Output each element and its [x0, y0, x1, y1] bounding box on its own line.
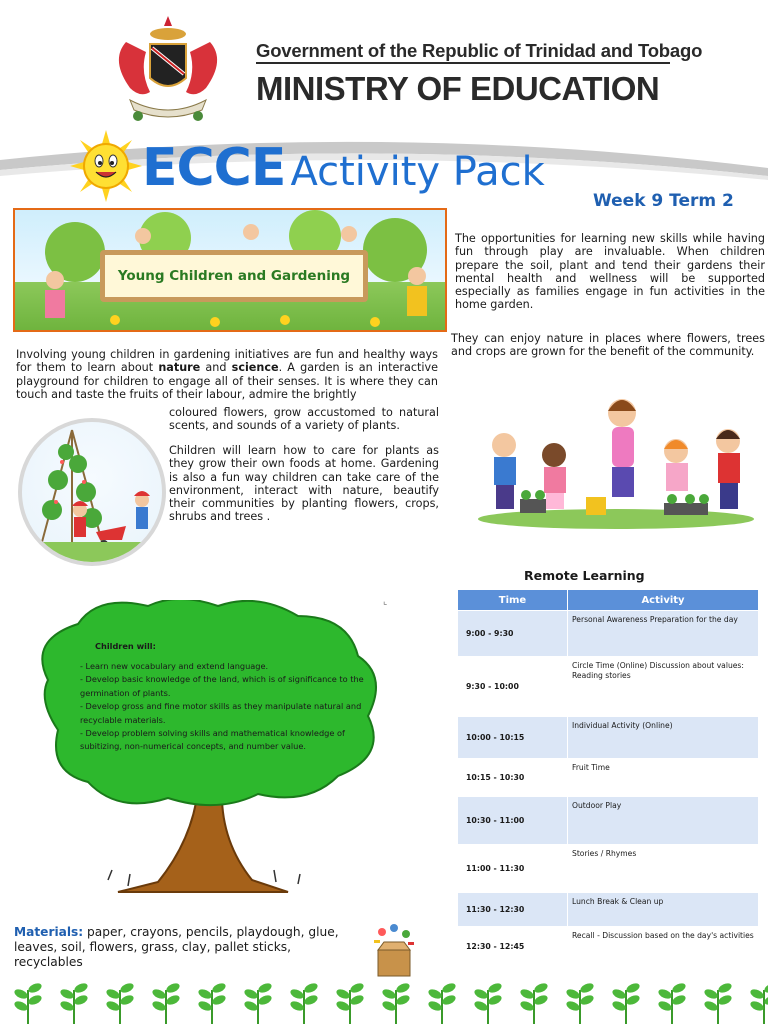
- title-activity-pack: Activity Pack: [290, 149, 545, 195]
- gardening-paragraph-1: [16, 348, 438, 401]
- schedule-time: 10:30 - 11:00: [458, 797, 568, 845]
- table-row: [458, 657, 759, 717]
- materials-list: [14, 925, 346, 970]
- paragraph-text: Involving young children in gardening initiatives are fun and healthy ways for them to learn about: [16, 348, 438, 375]
- seedling-icon: [243, 981, 273, 1024]
- learning-outcomes-list: [80, 660, 382, 754]
- activity-text: Outdoor Play: [572, 801, 622, 810]
- banner-title: Young Children and Gardening: [117, 268, 351, 284]
- activity-text: Recall - Discussion based on the day's activities: [572, 931, 754, 940]
- table-row: [458, 845, 759, 893]
- schedule-time: 9:30 - 10:00: [458, 657, 568, 717]
- table-row: [458, 611, 759, 657]
- learning-outcome-item: - Develop gross and fine motor skills as they manipulate natural and recyclable materials.: [80, 701, 362, 725]
- activity-text: Stories / Rhymes: [572, 849, 637, 858]
- materials-box-icon: [368, 922, 420, 980]
- banner-sign: [100, 250, 368, 302]
- garden-illustration: [18, 418, 166, 566]
- table-row: [458, 759, 759, 797]
- seedling-icon: [105, 981, 135, 1024]
- seedling-icon: [335, 981, 365, 1024]
- activity-text: Individual Activity (Online): [572, 721, 673, 730]
- paragraph-text: . A garden is an interactive playground for children to engage all of their senses. It is where they can touch and taste the fruits of their labour, admire the brightly: [16, 361, 438, 401]
- column-header-activity: Activity: [568, 590, 759, 611]
- table-row: [458, 717, 759, 759]
- seedling-icon: [151, 981, 181, 1024]
- schedule-activity: [568, 927, 759, 967]
- coat-of-arms-icon: [104, 12, 232, 128]
- heading-divider: [256, 62, 670, 64]
- science-keyword: science: [231, 361, 279, 375]
- learning-outcome-item: - Learn new vocabulary and extend language.: [80, 661, 269, 671]
- activity-text: Circle Time (Online) Discussion about values: Reading stories: [572, 661, 744, 680]
- schedule-time: 10:15 - 10:30: [458, 759, 568, 797]
- materials-text: paper, crayons, pencils, playdough, glue, leaves, soil, flowers, grass, clay, pallet sticks, recyclables: [14, 925, 339, 969]
- nature-keyword: nature: [158, 361, 201, 375]
- children-gardening-illustration: [476, 393, 756, 533]
- schedule-activity: [568, 845, 759, 893]
- government-heading: Government of the Republic of Trinidad and Tobago: [256, 40, 703, 61]
- seedling-border: [0, 980, 768, 1024]
- materials-label: Materials:: [14, 925, 84, 939]
- intro-paragraph-2: They can enjoy nature in places where flowers, trees and crops are grown for the benefit of the community.: [451, 332, 765, 359]
- title-ecce: ECCE: [142, 138, 286, 198]
- seedling-icon: [565, 981, 595, 1024]
- table-row: [458, 797, 759, 845]
- seedling-icon: [473, 981, 503, 1024]
- activity-text: Personal Awareness Preparation for the day: [572, 615, 738, 624]
- smiling-sun-icon: [70, 130, 142, 202]
- remote-learning-schedule: [457, 589, 759, 967]
- seedling-icon: [657, 981, 687, 1024]
- ministry-heading: MINISTRY OF EDUCATION: [256, 70, 660, 107]
- schedule-time: 12:30 - 12:45: [458, 927, 568, 967]
- week-term-label: Week 9 Term 2: [593, 191, 734, 211]
- seedling-icon: [381, 981, 411, 1024]
- gardening-paragraph-3: Children will learn how to care for plants as they grow their own foods at home. Gardening is also a fun way children can take care of the environment, interact with nature, beautify their communities by planting flowers, crops, shrubs and trees .: [169, 444, 439, 524]
- table-row: [458, 927, 759, 967]
- schedule-activity: [568, 657, 759, 717]
- seedling-icon: [749, 981, 768, 1024]
- seedling-icon: [519, 981, 549, 1024]
- schedule-time: 11:30 - 12:30: [458, 893, 568, 927]
- seedling-icon: [427, 981, 457, 1024]
- schedule-activity: [568, 611, 759, 657]
- schedule-time: 11:00 - 11:30: [458, 845, 568, 893]
- seedling-icon: [13, 981, 43, 1024]
- seedling-icon: [703, 981, 733, 1024]
- column-header-time: Time: [458, 590, 568, 611]
- schedule-time: 10:00 - 10:15: [458, 717, 568, 759]
- garden-trellis-image: [22, 422, 162, 562]
- seedling-icon: [59, 981, 89, 1024]
- gardening-banner: [13, 208, 447, 332]
- schedule-header-row: [458, 590, 759, 611]
- schedule-title: Remote Learning: [524, 568, 645, 583]
- activity-text: Lunch Break & Clean up: [572, 897, 664, 906]
- schedule-activity: [568, 797, 759, 845]
- seedling-icon: [289, 981, 319, 1024]
- learning-outcome-item: - Develop basic knowledge of the land, which is of significance to the germination of plants.: [80, 674, 364, 698]
- stray-mark: ⌞: [383, 597, 388, 607]
- schedule-time: 9:00 - 9:30: [458, 611, 568, 657]
- activity-text: Fruit Time: [572, 763, 610, 772]
- intro-paragraph-1: The opportunities for learning new skills while having fun through play are invaluable. When children prepare the soil, plant and tend their gardens their mental health and wellness will be supported especially as families engage in fun activities in the home garden.: [455, 232, 765, 312]
- learning-outcomes-heading: Children will:: [95, 641, 156, 651]
- gardening-paragraph-2: coloured flowers, grow accustomed to natural scents, and sounds of a variety of plants.: [169, 406, 439, 433]
- schedule-activity: [568, 893, 759, 927]
- schedule-activity: [568, 717, 759, 759]
- seedling-icon: [611, 981, 641, 1024]
- seedling-icon: [197, 981, 227, 1024]
- schedule-activity: [568, 759, 759, 797]
- learning-outcome-item: - Develop problem solving skills and mathematical knowledge of subitizing, non-numerical concepts, and number value.: [80, 728, 345, 752]
- page-title: [142, 138, 545, 198]
- table-row: [458, 893, 759, 927]
- paragraph-text: and: [200, 361, 232, 375]
